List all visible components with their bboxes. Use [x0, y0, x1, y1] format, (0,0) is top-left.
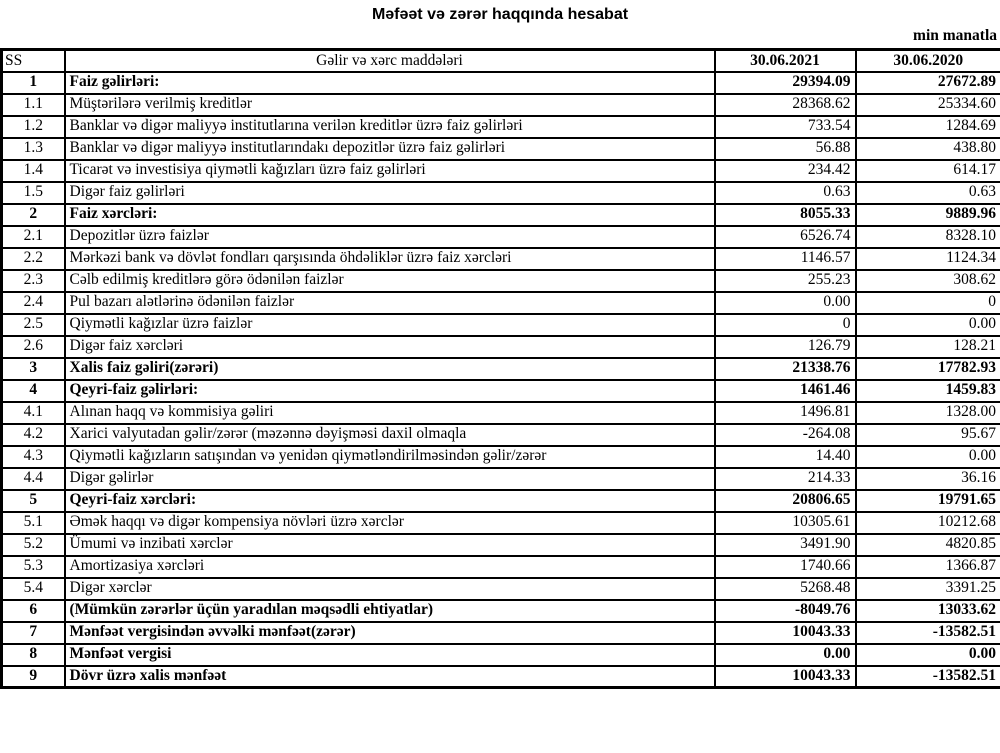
row-item-label: Pul bazarı alətlərinə ödənilən faizlər: [65, 292, 715, 314]
row-number: 5: [2, 490, 65, 512]
row-number: 1.5: [2, 182, 65, 204]
row-value-2020: 0: [856, 292, 1000, 314]
table-row: [2, 226, 1000, 248]
row-value-2020: 3391.25: [856, 578, 1000, 600]
row-value-2020: 0.63: [856, 182, 1000, 204]
table-row: [2, 600, 1000, 622]
table-row: [2, 138, 1000, 160]
table-row: [2, 402, 1000, 424]
row-number: 2.3: [2, 270, 65, 292]
row-value-2020: 1284.69: [856, 116, 1000, 138]
row-number: 1.3: [2, 138, 65, 160]
row-item-label: Mənfəət vergisi: [65, 644, 715, 666]
row-value-2020: 19791.65: [856, 490, 1000, 512]
row-item-label: Xarici valyutadan gəlir/zərər (məzənnə dəyişməsi daxil olmaqla: [65, 424, 715, 446]
row-value-2021: 20806.65: [715, 490, 856, 512]
row-item-label: Faiz xərcləri:: [65, 204, 715, 226]
row-item-label: Amortizasiya xərcləri: [65, 556, 715, 578]
row-item-label: Ümumi və inzibati xərclər: [65, 534, 715, 556]
header-ss: SS: [2, 50, 65, 72]
row-number: 4.2: [2, 424, 65, 446]
row-item-label: Digər gəlirlər: [65, 468, 715, 490]
row-value-2021: 14.40: [715, 446, 856, 468]
row-item-label: Əmək haqqı və digər kompensiya növləri üzrə xərclər: [65, 512, 715, 534]
row-item-label: Banklar və digər maliyyə institutlarındakı depozitlər üzrə faiz gəlirləri: [65, 138, 715, 160]
row-number: 5.1: [2, 512, 65, 534]
row-number: 2.6: [2, 336, 65, 358]
row-item-label: (Mümkün zərərlər üçün yaradılan məqsədli ehtiyatlar): [65, 600, 715, 622]
row-item-label: Faiz gəlirləri:: [65, 72, 715, 94]
row-number: 5.3: [2, 556, 65, 578]
row-number: 9: [2, 666, 65, 688]
row-value-2020: -13582.51: [856, 666, 1000, 688]
table-row: [2, 446, 1000, 468]
row-value-2021: -264.08: [715, 424, 856, 446]
row-value-2020: 0.00: [856, 446, 1000, 468]
row-value-2021: -8049.76: [715, 600, 856, 622]
table-row: [2, 270, 1000, 292]
row-value-2021: 0.00: [715, 292, 856, 314]
header-period-2021: 30.06.2021: [715, 50, 856, 72]
row-value-2021: 1496.81: [715, 402, 856, 424]
table-row: [2, 182, 1000, 204]
table-row: [2, 424, 1000, 446]
row-value-2020: 438.80: [856, 138, 1000, 160]
row-value-2021: 1740.66: [715, 556, 856, 578]
table-row: [2, 622, 1000, 644]
row-value-2021: 214.33: [715, 468, 856, 490]
row-value-2020: 95.67: [856, 424, 1000, 446]
row-item-label: Mərkəzi bank və dövlət fondları qarşısında öhdəliklər üzrə faiz xərcləri: [65, 248, 715, 270]
row-value-2021: 1461.46: [715, 380, 856, 402]
row-number: 4.3: [2, 446, 65, 468]
row-value-2020: 25334.60: [856, 94, 1000, 116]
row-item-label: Qiymətli kağızlar üzrə faizlər: [65, 314, 715, 336]
row-number: 1.2: [2, 116, 65, 138]
table-row: [2, 578, 1000, 600]
row-value-2021: 234.42: [715, 160, 856, 182]
row-item-label: Alınan haqq və kommisiya gəliri: [65, 402, 715, 424]
row-item-label: Müştərilərə verilmiş kreditlər: [65, 94, 715, 116]
page-title: Məfəət və zərər haqqında hesabat: [371, 6, 629, 23]
row-number: 2: [2, 204, 65, 226]
unit-note: min manatla: [913, 27, 997, 44]
row-item-label: Dövr üzrə xalis mənfəət: [65, 666, 715, 688]
table-row: [2, 116, 1000, 138]
table-row: [2, 94, 1000, 116]
row-value-2021: 126.79: [715, 336, 856, 358]
table-row: [2, 248, 1000, 270]
table-row: [2, 666, 1000, 688]
table-row: [2, 292, 1000, 314]
row-value-2020: 17782.93: [856, 358, 1000, 380]
row-item-label: Qeyri-faiz gəlirləri:: [65, 380, 715, 402]
table-row: [2, 490, 1000, 512]
table-body: [2, 72, 1000, 688]
row-value-2021: 10043.33: [715, 622, 856, 644]
row-value-2020: 13033.62: [856, 600, 1000, 622]
row-value-2020: 1328.00: [856, 402, 1000, 424]
row-value-2020: 10212.68: [856, 512, 1000, 534]
row-value-2021: 8055.33: [715, 204, 856, 226]
row-number: 4.1: [2, 402, 65, 424]
row-value-2021: 28368.62: [715, 94, 856, 116]
row-value-2020: 1124.34: [856, 248, 1000, 270]
row-value-2021: 56.88: [715, 138, 856, 160]
row-value-2021: 733.54: [715, 116, 856, 138]
row-number: 1: [2, 72, 65, 94]
header-row: [2, 50, 1000, 72]
table-row: [2, 336, 1000, 358]
table-row: [2, 204, 1000, 226]
row-value-2021: 5268.48: [715, 578, 856, 600]
header-item: Gəlir və xərc maddələri: [65, 50, 715, 72]
row-item-label: Mənfəət vergisindən əvvəlki mənfəət(zərər): [65, 622, 715, 644]
table-row: [2, 72, 1000, 94]
row-number: 5.2: [2, 534, 65, 556]
table-row: [2, 644, 1000, 666]
row-item-label: Depozitlər üzrə faizlər: [65, 226, 715, 248]
table-row: [2, 556, 1000, 578]
row-value-2020: 36.16: [856, 468, 1000, 490]
header-period-2020: 30.06.2020: [856, 50, 1000, 72]
row-value-2020: -13582.51: [856, 622, 1000, 644]
table-row: [2, 468, 1000, 490]
row-number: 4: [2, 380, 65, 402]
row-value-2020: 128.21: [856, 336, 1000, 358]
row-item-label: Ticarət və investisiya qiymətli kağızları üzrə faiz gəlirləri: [65, 160, 715, 182]
row-number: 2.1: [2, 226, 65, 248]
row-item-label: Digər faiz gəlirləri: [65, 182, 715, 204]
table-row: [2, 160, 1000, 182]
row-number: 8: [2, 644, 65, 666]
row-number: 6: [2, 600, 65, 622]
row-value-2020: 8328.10: [856, 226, 1000, 248]
row-item-label: Digər xərclər: [65, 578, 715, 600]
row-number: 3: [2, 358, 65, 380]
row-value-2020: 9889.96: [856, 204, 1000, 226]
row-value-2021: 1146.57: [715, 248, 856, 270]
row-item-label: Qeyri-faiz xərcləri:: [65, 490, 715, 512]
row-value-2021: 0: [715, 314, 856, 336]
row-item-label: Digər faiz xərcləri: [65, 336, 715, 358]
row-value-2021: 6526.74: [715, 226, 856, 248]
row-value-2021: 0.63: [715, 182, 856, 204]
table-row: [2, 358, 1000, 380]
row-number: 1.1: [2, 94, 65, 116]
row-value-2020: 0.00: [856, 314, 1000, 336]
row-number: 2.2: [2, 248, 65, 270]
row-value-2020: 1459.83: [856, 380, 1000, 402]
row-number: 7: [2, 622, 65, 644]
income-statement-table: [0, 48, 1000, 689]
row-value-2020: 614.17: [856, 160, 1000, 182]
row-number: 2.5: [2, 314, 65, 336]
row-value-2021: 21338.76: [715, 358, 856, 380]
row-item-label: Banklar və digər maliyyə institutlarına verilən kreditlər üzrə faiz gəlirləri: [65, 116, 715, 138]
row-number: 5.4: [2, 578, 65, 600]
row-value-2020: 1366.87: [856, 556, 1000, 578]
row-value-2020: 308.62: [856, 270, 1000, 292]
row-value-2020: 27672.89: [856, 72, 1000, 94]
row-number: 2.4: [2, 292, 65, 314]
row-value-2020: 4820.85: [856, 534, 1000, 556]
row-number: 1.4: [2, 160, 65, 182]
table-row: [2, 512, 1000, 534]
row-value-2021: 10305.61: [715, 512, 856, 534]
row-item-label: Xalis faiz gəliri(zərəri): [65, 358, 715, 380]
row-value-2021: 10043.33: [715, 666, 856, 688]
row-value-2021: 3491.90: [715, 534, 856, 556]
table-row: [2, 534, 1000, 556]
row-value-2021: 29394.09: [715, 72, 856, 94]
row-value-2021: 255.23: [715, 270, 856, 292]
row-value-2021: 0.00: [715, 644, 856, 666]
table-row: [2, 314, 1000, 336]
row-value-2020: 0.00: [856, 644, 1000, 666]
table-row: [2, 380, 1000, 402]
row-item-label: Qiymətli kağızların satışından və yenidən qiymətləndirilməsindən gəlir/zərər: [65, 446, 715, 468]
row-item-label: Cəlb edilmiş kreditlərə görə ödənilən faizlər: [65, 270, 715, 292]
row-number: 4.4: [2, 468, 65, 490]
